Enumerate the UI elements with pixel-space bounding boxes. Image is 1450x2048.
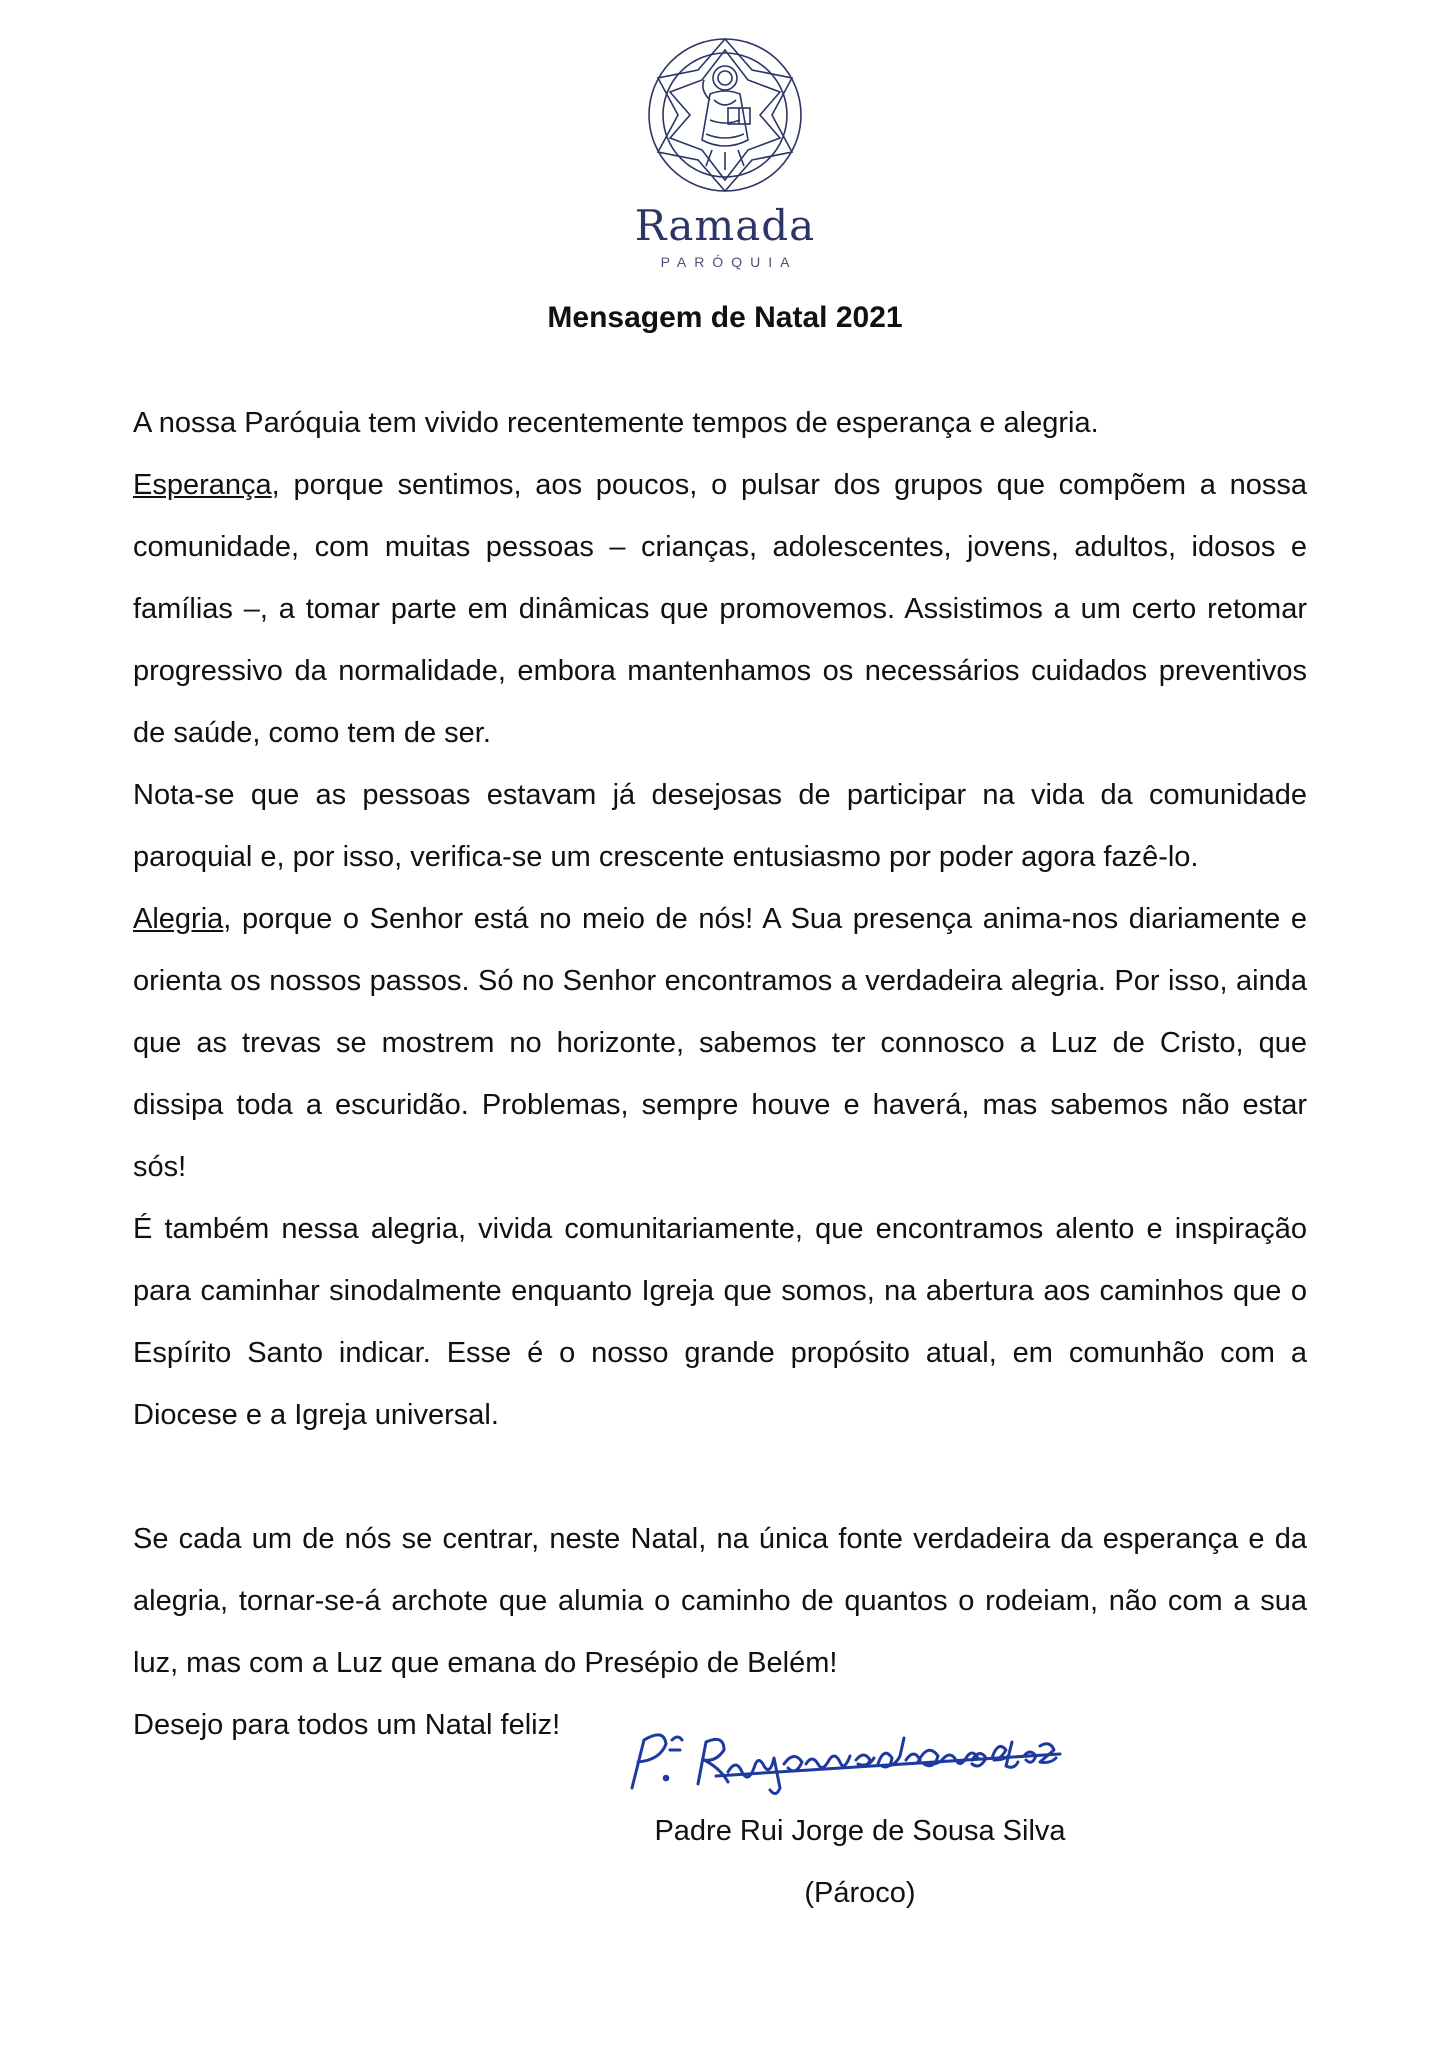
page-title: Mensagem de Natal 2021 (547, 301, 903, 334)
paragraph-alegria-text: , porque o Senhor está no meio de nós! A Sua presença anima-nos diariamente e orienta os nossos passos. Só no Senhor encontramos a verdadeira alegria. Por isso, ainda que as trevas se mostrem no horizonte, sabemos ter connosco a Luz de Cristo, que dissipa toda a escuridão. Problemas, sempre houve e haverá, mas sabemos não estar sós! (133, 903, 1307, 1183)
letter-body (133, 392, 1307, 1756)
paragraph-participation: Nota-se que as pessoas estavam já desejosas de participar na vida da comunidade paroquial e, por isso, verifica-se um crescente entusiasmo por poder agora fazê-lo. (133, 779, 1307, 873)
handwritten-signature (620, 1720, 1080, 1800)
signatory-name: Padre Rui Jorge de Sousa Silva (654, 1815, 1066, 1847)
paragraph-esperanca (133, 454, 1307, 764)
parish-name: Ramada (634, 201, 816, 250)
signatory-role: (Pároco) (804, 1877, 916, 1909)
paragraph-christmas: Se cada um de nós se centrar, neste Natal, na única fonte verdadeira da esperança e da alegria, tornar-se-á archote que alumia o caminho de quantos o rodeiam, não com a sua luz, mas com a Luz que emana do Presépio de Belém! (133, 1523, 1307, 1679)
paragraph-synodal: É também nessa alegria, vivida comunitariamente, que encontramos alento e inspiração para caminhar sinodalmente enquanto Igreja que somos, na abertura aos caminhos que o Espírito Santo indicar. Esse é o nosso grande propósito atual, em comunhão com a Diocese e a Igreja universal. (133, 1213, 1307, 1431)
paragraph-intro: A nossa Paróquia tem vivido recentemente tempos de esperança e alegria. (133, 407, 1099, 439)
paragraph-esperanca-text: , porque sentimos, aos poucos, o pulsar dos grupos que compõem a nossa comunidade, com muitas pessoas – crianças, adolescentes, jovens, adultos, idosos e famílias –, a tomar parte em dinâmicas que promovemos. Assistimos a um certo retomar progressivo da normalidade, embora mantenhamos os necessários cuidados preventivos de saúde, como tem de ser. (133, 469, 1307, 749)
paragraph-wish: Desejo para todos um Natal feliz! (133, 1709, 561, 1741)
parish-subtitle: PARÓQUIA (660, 254, 798, 270)
keyword-alegria: Alegria (133, 903, 224, 935)
signature-block (600, 1720, 1120, 1924)
paragraph-alegria (133, 888, 1307, 1198)
parish-seal-icon (640, 30, 810, 200)
parish-logo (615, 30, 835, 270)
paragraph-gap (133, 1446, 1307, 1508)
keyword-esperanca: Esperança (133, 469, 272, 501)
